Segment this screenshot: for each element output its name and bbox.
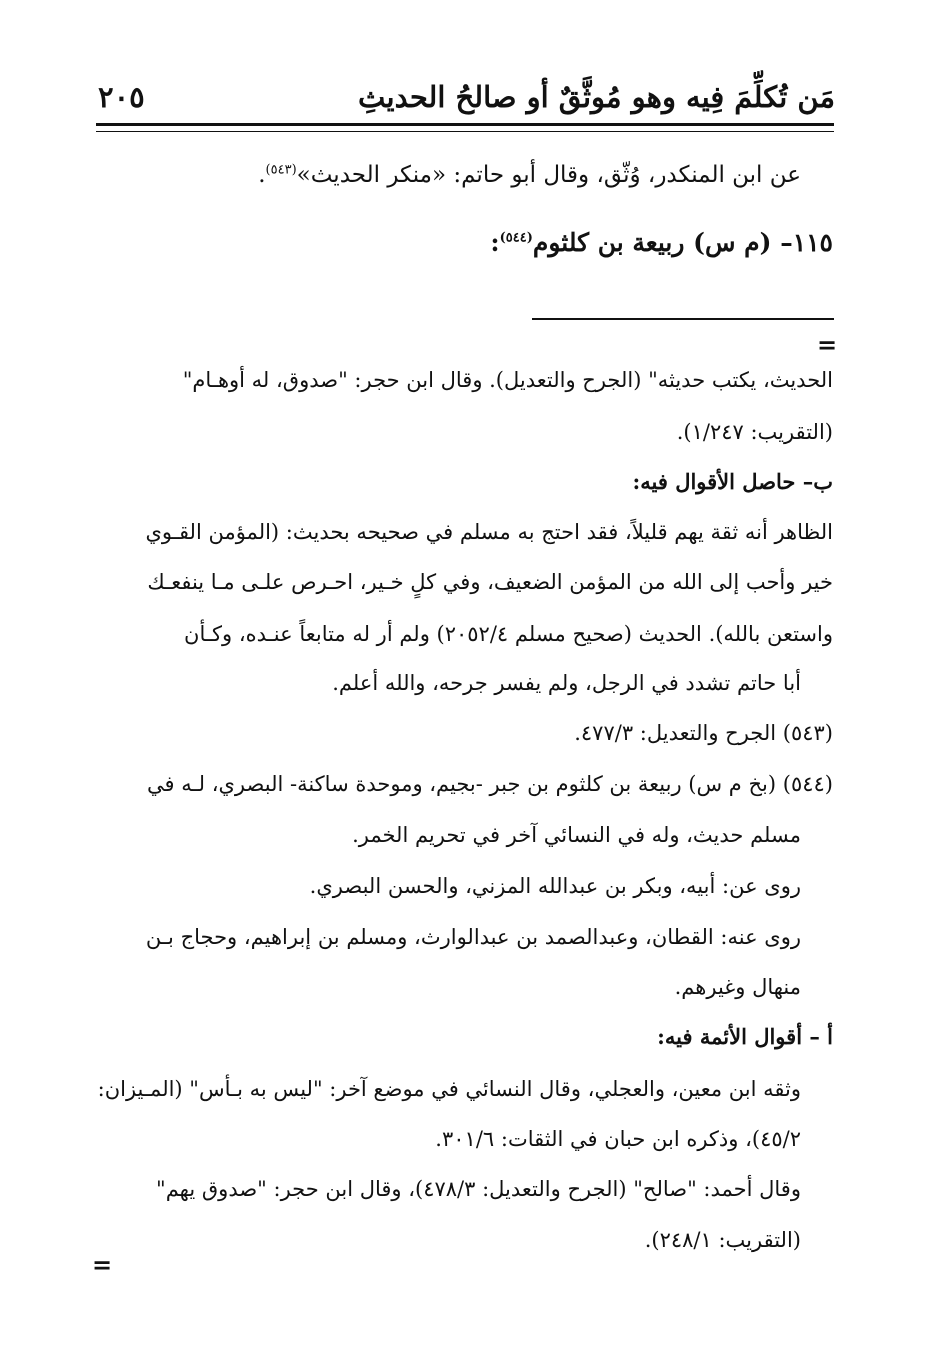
footnote-ref: (٥٤٣) [265, 162, 297, 178]
footnote-line: أبا حاتم تشدد في الرجل، ولم يفسر جرحه، والله أعلم. [332, 671, 801, 695]
footnote-line: (التقريب: ٢٤٨/١). [644, 1228, 801, 1252]
header-rule [96, 123, 834, 132]
footnote-line: خير وأحب إلى الله من المؤمن الضعيف، وفي كلٍ خـير، احـرص علـى مـا ينفعـك [147, 570, 833, 594]
entry-heading-text: ١١٥– (م س) ربيعة بن كلثوم [532, 228, 833, 257]
footnote-line: الظاهر أنه ثقة يهم قليلاً، فقد احتج به مسلم في صحيحه بحديث: (المؤمن القـوي [145, 520, 833, 544]
section-heading: أ – أقوال الأئمة فيه: [657, 1024, 833, 1049]
continuation-mark: = [817, 330, 838, 359]
paragraph-end: . [258, 162, 266, 188]
footnote-line: واستعن بالله). الحديث (صحيح مسلم ٢٠٥٢/٤) ولم أر له متابعاً عنـده، وكـأن [184, 622, 833, 646]
entry-heading [490, 228, 833, 258]
footnote-line: (التقريب: ١/٢٤٧). [676, 420, 833, 444]
page-number: ٢٠٥ [98, 80, 145, 114]
footnote-line: روى عنه: القطان، وعبدالصمد بن عبدالوارث، ومسلم بن إبراهيم، وحجاج بـن [145, 925, 801, 949]
footnote-line: منهال وغيرهم. [674, 975, 801, 999]
body-paragraph [258, 160, 801, 190]
footnote-line: الحديث، يكتب حديثه" (الجرح والتعديل). وقال ابن حجر: "صدوق، له أوهـام" [182, 368, 833, 392]
footnote-separator [532, 318, 834, 320]
footnote-line: وقال أحمد: "صالح" (الجرح والتعديل: ٤٧٨/٣)، وقال ابن حجر: "صدوق يهم" [156, 1177, 801, 1201]
continuation-mark: = [92, 1250, 113, 1279]
footnote-line: روى عن: أبيه، وبكر بن عبدالله المزني، والحسن البصري. [309, 874, 801, 898]
footnote-544: (٥٤٤) (بخ م س) ربيعة بن كلثوم بن جبر -بجيم، وموحدة ساكنة- البصري، لـه في [147, 772, 833, 796]
footnote-ref: (٥٤٤) [499, 230, 533, 246]
footnote-line: وثقه ابن معين، والعجلي، وقال النسائي في موضع آخر: "ليس به بـأس" (المـيزان: [97, 1077, 801, 1101]
section-heading: ب– حاصل الأقوال فيه: [632, 469, 833, 494]
paragraph-text: عن ابن المنكدر، وُثّق، وقال أبو حاتم: «منكر الحديث» [296, 162, 801, 188]
footnote-543: (٥٤٣) الجرح والتعديل: ٤٧٧/٣. [574, 721, 833, 745]
footnote-line: مسلم حديث، وله في النسائي آخر في تحريم الخمر. [352, 823, 801, 847]
running-header-title: مَن تُكلِّمَ فِيه وهو مُوثَّقٌ أو صالحُ الحديثِ [358, 80, 835, 114]
entry-heading-end: : [490, 228, 500, 257]
footnote-line: ٤٥/٢)، وذكره ابن حبان في الثقات: ٣٠١/٦. [435, 1127, 801, 1151]
